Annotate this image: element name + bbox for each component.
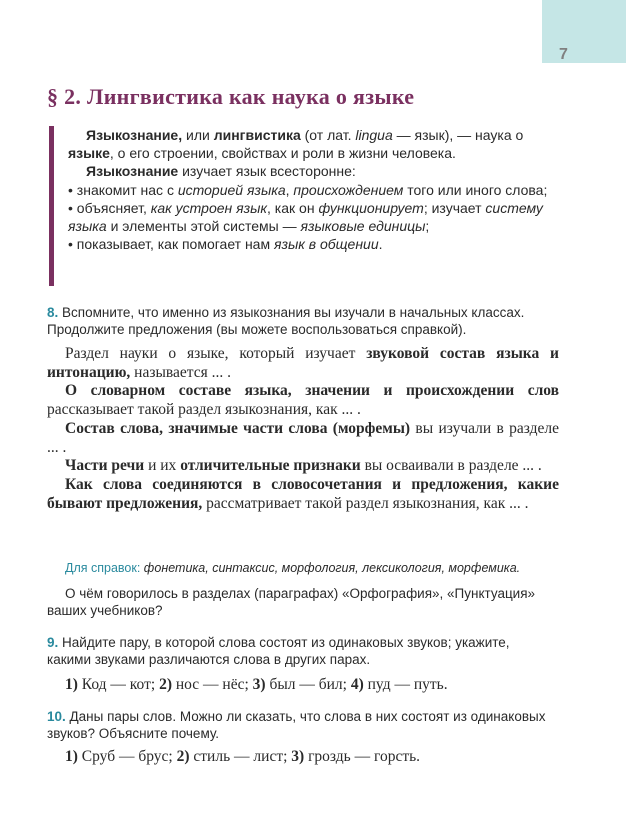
reference-label: Для справок: xyxy=(65,561,141,575)
text: , о его строении, свойствах и роли в жизни человека. xyxy=(109,145,456,162)
task-10 xyxy=(47,708,557,743)
reference-line xyxy=(65,561,520,575)
sentence xyxy=(47,382,559,419)
sentence xyxy=(47,476,559,513)
text: и элементы этой системы — xyxy=(106,218,301,235)
text: , как он xyxy=(267,199,319,216)
sentence xyxy=(47,345,559,382)
task-number: 10. xyxy=(47,709,66,724)
word-pair: нос — нёс; xyxy=(171,676,253,693)
pair-number: 2) xyxy=(176,748,190,765)
pair-number: 2) xyxy=(159,676,172,693)
italic-text: функционирует xyxy=(318,199,424,216)
section-title: § 2. Лингвистика как наука о языке xyxy=(47,84,415,109)
latin-word: lingua xyxy=(355,127,393,143)
text: рассматривает такой раздел языкознания, как ... . xyxy=(202,494,529,512)
text: (от лат. xyxy=(300,127,356,143)
term-linguistics: Языкознание, xyxy=(86,127,183,143)
text: • знакомит нас с xyxy=(68,181,178,198)
italic-text: языковые единицы xyxy=(300,218,426,235)
task-number: 8. xyxy=(47,305,59,320)
text: рассказывает такой раздел языкознания, как ... . xyxy=(47,401,361,419)
rule-intro xyxy=(68,162,559,180)
task-text: Найдите пару, в которой слова состоят из одинаковых звуков; укажите, какими звуками различаются слова в других парах. xyxy=(47,635,510,668)
bold-text: Части речи xyxy=(65,457,145,475)
task-number: 9. xyxy=(47,635,59,650)
text: вы изучали в разделе ... . xyxy=(47,419,559,456)
text: , xyxy=(285,181,294,198)
text: ; xyxy=(425,218,430,235)
text: ; изучает xyxy=(423,199,486,216)
bold-text: Как слова соединяются в словосочетания и предложения, какие бывают предложения, xyxy=(47,475,559,512)
rule-bullet xyxy=(68,235,559,253)
text: называется ... . xyxy=(130,363,231,381)
text: и их xyxy=(144,457,181,475)
italic-text: происхождением xyxy=(293,181,404,198)
text: • объясняет, xyxy=(68,199,151,216)
pair-number: 1) xyxy=(65,676,78,693)
bold-text: О словарном составе языка, значении и происхождении слов xyxy=(65,382,559,400)
rule-bullet xyxy=(68,181,559,199)
pair-number: 4) xyxy=(350,676,364,693)
task-text: Даны пары слов. Можно ли сказать, что слова в них состоят из одинаковых звуков? Объясните почему. xyxy=(47,709,546,742)
bold-text: отличительные признаки xyxy=(180,457,361,475)
text: или xyxy=(182,127,214,143)
text: вы осваивали в разделе ... . xyxy=(360,457,542,475)
page-number: 7 xyxy=(559,46,568,63)
italic-text: как устроен язык xyxy=(150,199,268,216)
word-pair: Сруб — брус; xyxy=(77,748,177,765)
rule-accent-bar xyxy=(49,126,54,286)
text: изучает язык всесторонне: xyxy=(178,163,356,180)
word-pair: гроздь — горсть. xyxy=(304,748,421,765)
page-corner-tab xyxy=(542,0,626,63)
italic-text: систему языка xyxy=(68,199,543,235)
text: • показывает, как помогает нам xyxy=(68,236,274,253)
term-language: языке xyxy=(68,145,110,162)
sentences-block xyxy=(47,345,559,513)
term-lingvistika: лингвистика xyxy=(213,127,301,143)
text: — язык), — наука о xyxy=(392,127,524,143)
word-pairs-10 xyxy=(65,748,420,766)
italic-text: язык в общении xyxy=(273,236,379,253)
rule-definition xyxy=(68,126,559,162)
rule-text xyxy=(68,126,559,253)
sentence xyxy=(47,420,559,457)
bold-text: Состав слова, значимые части слова (морфемы) xyxy=(65,419,411,437)
term-linguistics: Языкознание xyxy=(86,163,179,180)
reference-items: фонетика, синтаксис, морфология, лексикология, морфемика. xyxy=(140,561,521,575)
question-text: О чём говорилось в разделах (параграфах) «Орфография», «Пунктуация» ваших учебников? xyxy=(47,586,536,619)
sentence xyxy=(47,457,559,476)
pair-number: 1) xyxy=(65,748,78,765)
text: . xyxy=(378,236,383,253)
word-pairs-9 xyxy=(65,676,448,694)
task-text: Вспомните, что именно из языкознания вы изучали в начальных классах. Продолжите предложения (вы можете воспользоваться справкой). xyxy=(47,305,525,338)
word-pair: Код — кот; xyxy=(77,676,160,693)
task-9 xyxy=(47,634,557,669)
word-pair: пуд — путь. xyxy=(363,676,448,693)
bold-text: звуковой состав языка и интонацию, xyxy=(47,345,559,381)
pair-number: 3) xyxy=(291,748,305,765)
task-8 xyxy=(47,304,557,339)
text: того или иного слова; xyxy=(403,181,548,198)
rule-bullet xyxy=(68,199,559,235)
italic-text: историей языка xyxy=(177,181,286,198)
word-pair: был — бил; xyxy=(265,676,351,693)
word-pair: стиль — лист; xyxy=(189,748,292,765)
text: Раздел науки о языке, который изучает xyxy=(65,345,367,362)
pair-number: 3) xyxy=(252,676,266,693)
